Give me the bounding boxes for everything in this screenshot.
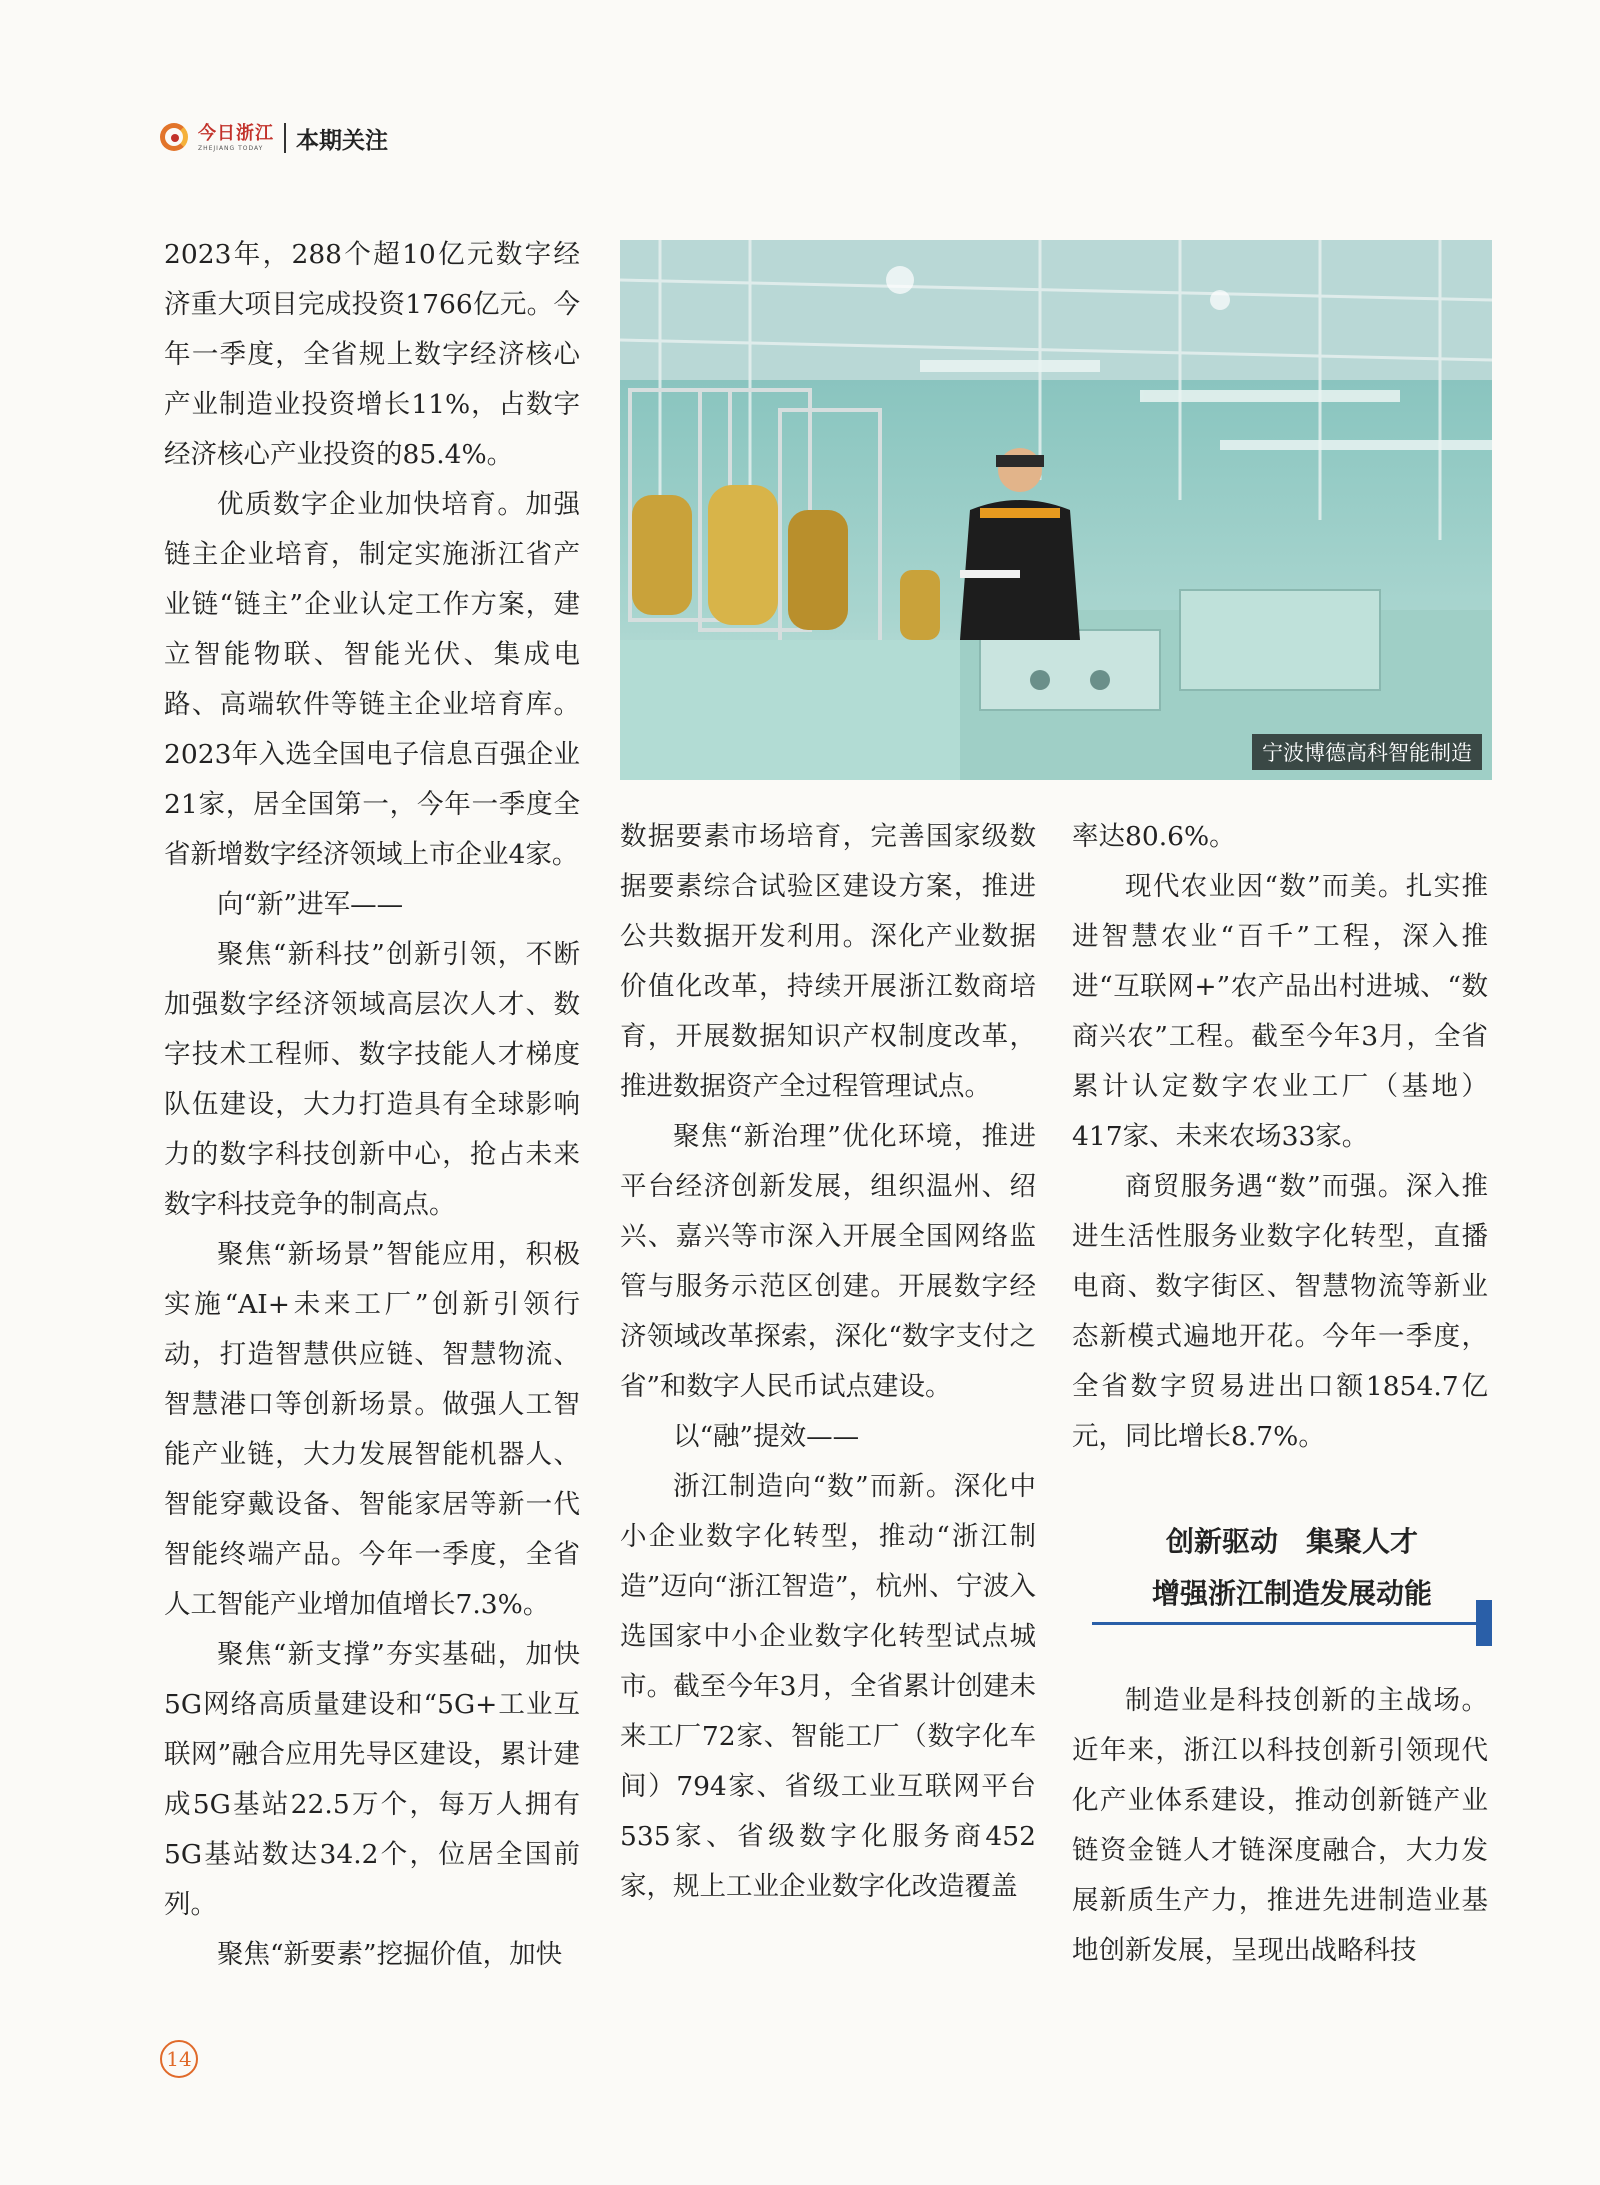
section-label: 本期关注	[296, 127, 388, 154]
paragraph: 聚焦“新场景”智能应用，积极实施“AI+未来工厂”创新引领行动，打造智慧供应链、智慧物流、智慧港口等创新场景。做强人工智能产业链，大力发展智能机器人、智能穿戴设备、智能家居等新一代智能终端产品。今年一季度，全省人工智能产业增加值增长7.3%。	[164, 1239, 580, 1620]
logo-subtitle: ZHEJIANG TODAY	[198, 144, 264, 152]
paragraph: 制造业是科技创新的主战场。近年来，浙江以科技创新引领现代化产业体系建设，推动创新链产业链资金链人才链深度融合，大力发展新质生产力，推进先进制造业基地创新发展，呈现出战略科技	[1072, 1685, 1488, 1966]
paragraph: 聚焦“新支撑”夯实基础，加快5G网络高质量建设和“5G+工业互联网”融合应用先导区建设，累计建成5G基站22.5万个，每万人拥有5G基站数达34.2个，位居全国前列。	[164, 1639, 580, 1920]
photo-caption: 宁波博德高科智能制造	[1252, 734, 1482, 770]
paragraph: 2023年，288个超10亿元数字经济重大项目完成投资1766亿元。今年一季度，全省规上数字经济核心产业制造业投资增长11%，占数字经济核心产业投资的85.4%。	[164, 239, 580, 470]
page-number: 14	[160, 2040, 198, 2078]
paragraph: 浙江制造向“数”而新。深化中小企业数字化转型，推动“浙江制造”迈向“浙江智造”，杭州、宁波入选国家中小企业数字化转型试点城市。截至今年3月，全省累计创建未来工厂72家、智能工厂（数字化车间）794家、省级工业互联网平台535家、省级数字化服务商452家，规上工业企业数字化改造覆盖	[620, 1471, 1036, 1902]
logo	[198, 122, 274, 152]
logo-title: 今日浙江	[198, 122, 274, 144]
column-1	[164, 230, 580, 1980]
column-3-continued	[1072, 1676, 1488, 1976]
column-3	[1072, 812, 1488, 1462]
subheading-line-2: 增强浙江制造发展动能	[1092, 1568, 1492, 1625]
subheading-accent-bar	[1476, 1600, 1492, 1646]
column-2	[620, 812, 1036, 1912]
paragraph: 聚焦“新要素”挖掘价值，加快	[217, 1939, 563, 1970]
paragraph: 数据要素市场培育，完善国家级数据要素综合试验区建设方案，推进公共数据开发利用。深化产业数据价值化改革，持续开展浙江数商培育，开展数据知识产权制度改革，推进数据资产全过程管理试点。	[620, 821, 1036, 1102]
paragraph: 现代农业因“数”而美。扎实推进智慧农业“百千”工程，深入推进“互联网+”农产品出村进城、“数商兴农”工程。截至今年3月，全省累计认定数字农业工厂（基地）417家、未来农场33家。	[1072, 871, 1488, 1152]
header-divider	[284, 123, 286, 153]
subheading-line-1: 创新驱动 集聚人才	[1165, 1525, 1418, 1558]
page-header	[160, 118, 388, 158]
logo-icon	[160, 121, 194, 155]
paragraph: 商贸服务遇“数”而强。深入推进生活性服务业数字化转型，直播电商、数字街区、智慧物流等新业态新模式遍地开花。今年一季度，全省数字贸易进出口额1854.7亿元，同比增长8.7%。	[1072, 1171, 1488, 1452]
paragraph: 聚焦“新治理”优化环境，推进平台经济创新发展，组织温州、绍兴、嘉兴等市深入开展全国网络监管与服务示范区创建。开展数字经济领域改革探索，深化“数字支付之省”和数字人民币试点建设。	[620, 1121, 1036, 1402]
section-subheading	[1092, 1516, 1492, 1646]
factory-illustration	[620, 240, 1492, 780]
paragraph: 聚焦“新科技”创新引领，不断加强数字经济领域高层次人才、数字技术工程师、数字技能人才梯度队伍建设，大力打造具有全球影响力的数字科技创新中心，抢占未来数字科技竞争的制高点。	[164, 939, 580, 1220]
paragraph: 率达80.6%。	[1072, 821, 1236, 852]
paragraph: 向“新”进军——	[217, 889, 404, 920]
paragraph: 优质数字企业加快培育。加强链主企业培育，制定实施浙江省产业链“链主”企业认定工作方案，建立智能物联、智能光伏、集成电路、高端软件等链主企业培育库。2023年入选全国电子信息百强企业21家，居全国第一，今年一季度全省新增数字经济领域上市企业4家。	[164, 489, 580, 870]
paragraph: 以“融”提效——	[673, 1421, 860, 1452]
factory-photo	[620, 240, 1492, 780]
